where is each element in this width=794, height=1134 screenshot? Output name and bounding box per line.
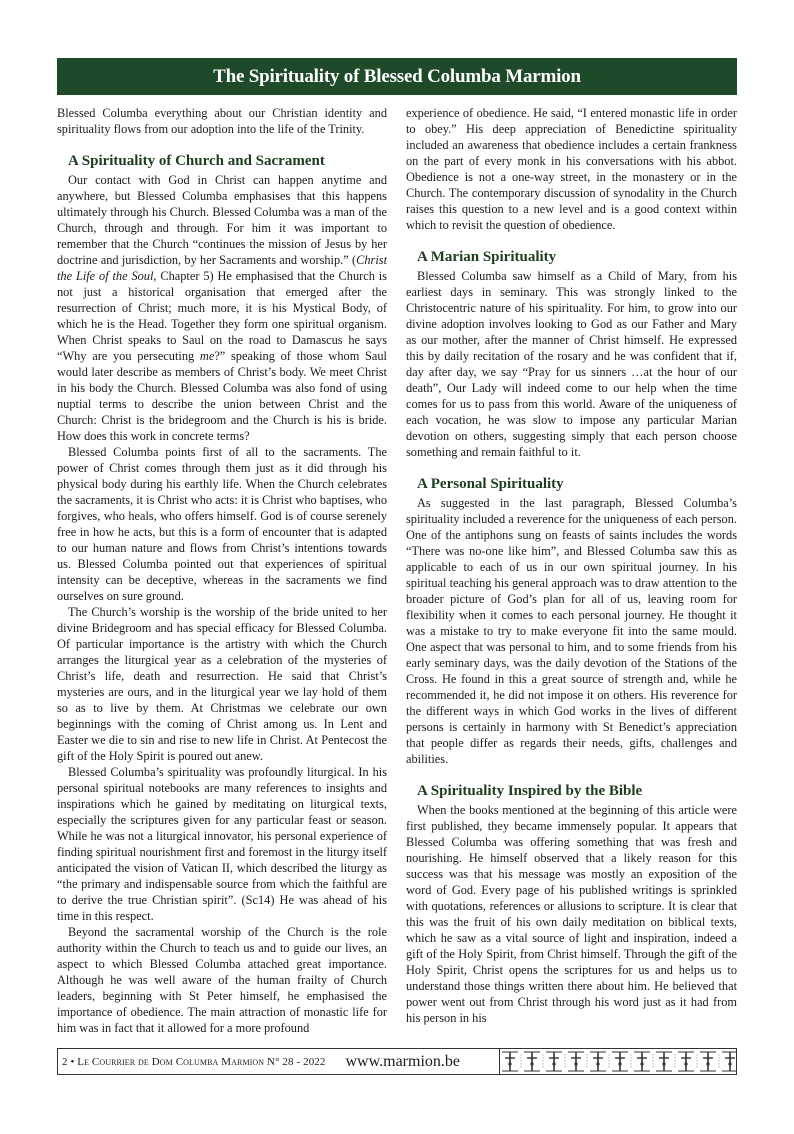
book-citation: Christ the Life of the Soul	[57, 253, 387, 283]
article-title-banner	[57, 58, 737, 95]
footer-issue-info: 2 • Le Courrier de Dom Columba Marmion N° 28 - 2022	[62, 1055, 326, 1068]
section-heading-bible: A Spirituality Inspired by the Bible	[417, 783, 643, 799]
paragraph-church-1-part-b: , Chapter 5) He emphasised that the Church is not just a historical organisation that emerged after the resurrection of Christ; much more, it is his Mystical Body, of which he is the Head. Together they form one spiritual organism. When Christ speaks to Saul on the road to Damascus he says “Why are you persecuting	[57, 269, 387, 363]
emphasis-me: me	[199, 349, 215, 363]
page-footer	[57, 1048, 737, 1075]
paragraph-church-1-part-c: ?” speaking of those whom Saul would later describe as members of Christ’s body. We meet Christ in his body the Church. Blessed Columba was also fond of using nuptial terms to describe the union between Christ and the Church: Christ is the bridegroom and the Church is his is bride. How does this work in concrete terms?	[57, 349, 387, 443]
paragraph-church-1-part-a: Our contact with God in Christ can happen anytime and anywhere, but Blessed Columba emphasises that this happens ultimately through his Church. Blessed Columba was a man of the Church, through and through. For him it was important to remember that the Church “continues the mission of Jesus by her doctrine and jurisdiction, by her Sacraments and worship.” (	[57, 173, 387, 267]
paragraph-church-1	[57, 172, 387, 444]
left-column	[57, 105, 387, 1035]
right-column	[406, 105, 737, 1035]
footer-website-link[interactable]: www.marmion.be	[345, 1052, 460, 1070]
article-title: The Spirituality of Blessed Columba Marmion	[213, 65, 581, 87]
paragraph-personal: As suggested in the last paragraph, Blessed Columba’s spirituality included a reverence for the uniqueness of each person. One of the antiphons sung on feasts of saints includes the words “There was no-one like him”, and Blessed Columba saw this as applicable to each of us in our own spiritual journey. In his spiritual teaching his general approach was to draw attention to the broader picture of God’s plan for all of us, leaving room for flexibility when it comes to each personal journey. He thought it was a mistake to try to make everyone fit into the same mould. One aspect that was personal to him, and to some friends from his early seminary days, was the daily devotion of the Stations of the Cross. He found in this a great source of strength and, while he recommended it, he did not impose it on others. His reverence for the different ways in which God works in the lives of different persons is certainly in harmony with St Benedict’s appreciation that people differ as regards their needs, gifts, challenges and abilities.	[406, 496, 737, 766]
section-heading-church-sacrament: A Spirituality of Church and Sacrament	[68, 153, 325, 169]
section-heading-personal: A Personal Spirituality	[417, 476, 564, 492]
paragraph-bible: When the books mentioned at the beginning of this article were first published, they became immensely popular. It appears that Blessed Columba was offering something that was fresh and nourishing. He himself observed that a likely reason for this success was that his message was mostly an exposition of the word of God. Every page of his published writings is sprinkled with quotations, references or allusions to scripture. It is clear that this was the fruit of his own daily meditation on biblical texts, which he saw as a vital source of light and inspiration, indeed a gift of the Holy Spirit, from Christ himself. Through the gift of the Holy Spirit, Christ opens the scriptures for us and helps us to understand those things written there about him. He believed that power went out from Christ through his word just as it had from his person in his	[406, 803, 737, 1025]
paragraph-authority: Beyond the sacramental worship of the Church is the role authority within the Church to teach us and to guide our lives, an aspect to which Blessed Columba attached great importance. Although he was well aware of the human frailty of Church leaders, beginning with St Peter himself, he emphasised the importance of obedience. The main attraction of monastic life for him was in fact that it allowed for a more profound	[57, 925, 387, 1035]
section-heading-marian: A Marian Spirituality	[417, 249, 557, 265]
cross-pattern-ornament-icon	[499, 1049, 736, 1074]
paragraph-obedience: experience of obedience. He said, “I entered monastic life in order to obey.” His deep appreciation of Benedictine spirituality included an awareness that obedience includes a certain frankness on the part of every monk in his conversations with his abbot. Obedience is not a one-way street, in the monastery or in the Church. The contemporary discussion of synodality in the Church raises this question to a new level and is a good context within which to revisit the question of obedience.	[406, 106, 737, 232]
intro-paragraph: Blessed Columba everything about our Christian identity and spirituality flows from our adoption into the life of the Trinity.	[57, 106, 387, 136]
paragraph-worship: The Church’s worship is the worship of the bride united to her divine Bridegroom and has special efficacy for Blessed Columba. Of particular importance is the artistry with which the Church arranges the liturgical year as a celebration of the mysteries of Christ’s life, death and resurrection. He said that Christ’s mysteries are ours, and in the liturgical year we lay hold of them so as to live by them. At Christmas we celebrate our own beginnings with the coming of Christ among us. In Lent and Easter we die to sin and rise to new life in Christ. At Pentecost the gift of the Holy Spirit is poured out anew.	[57, 605, 387, 763]
paragraph-liturgical: Blessed Columba’s spirituality was profoundly liturgical. In his personal spiritual notebooks are many references to insights and inspirations which he gained by meditating on liturgical texts, especially the scriptures given for any particular feast or season. While he was not a liturgical innovator, his personal experience of finding spiritual nourishment first and foremost in the liturgy itself anticipated the vision of Vatican II, which described the liturgy as “the primary and indispensable source from which the faithful are to derive the true Christian spirit”. (Sc14) He was ahead of his time in this respect.	[57, 765, 387, 923]
paragraph-sacraments: Blessed Columba points first of all to the sacraments. The power of Christ comes through them just as it did through his physical body during his earthly life. When the Church celebrates the sacraments, it is Christ who acts: it is Christ who baptises, who forgives, who heals, who offers himself. God is of course serenely free in how he acts, but this is a form of encounter that is adapted to our human nature and flows from Christ’s intentions towards us. Blessed Columba pointed out that experiences of spiritual intensity can be deceptive, whereas in the sacraments we find ourselves on sure ground.	[57, 445, 387, 603]
paragraph-marian: Blessed Columba saw himself as a Child of Mary, from his earliest days in seminary. This was strongly linked to the Christocentric nature of his spirituality. For him, to grow into our divine adoption involves looking to God as our Father and Mary as our mother, after the manner of Christ himself. He expressed this by daily recitation of the rosary and he was confident that if, day after day, we say “Pray for us sinners …at the hour of our death”, Our Lady will indeed come to our help when the time comes for us to pass from this world. Aware of the uniqueness of each vocation, he was slow to impose any particular Marian devotion on others, suggesting simply that each person choose something and remain faithful to it.	[406, 269, 737, 459]
